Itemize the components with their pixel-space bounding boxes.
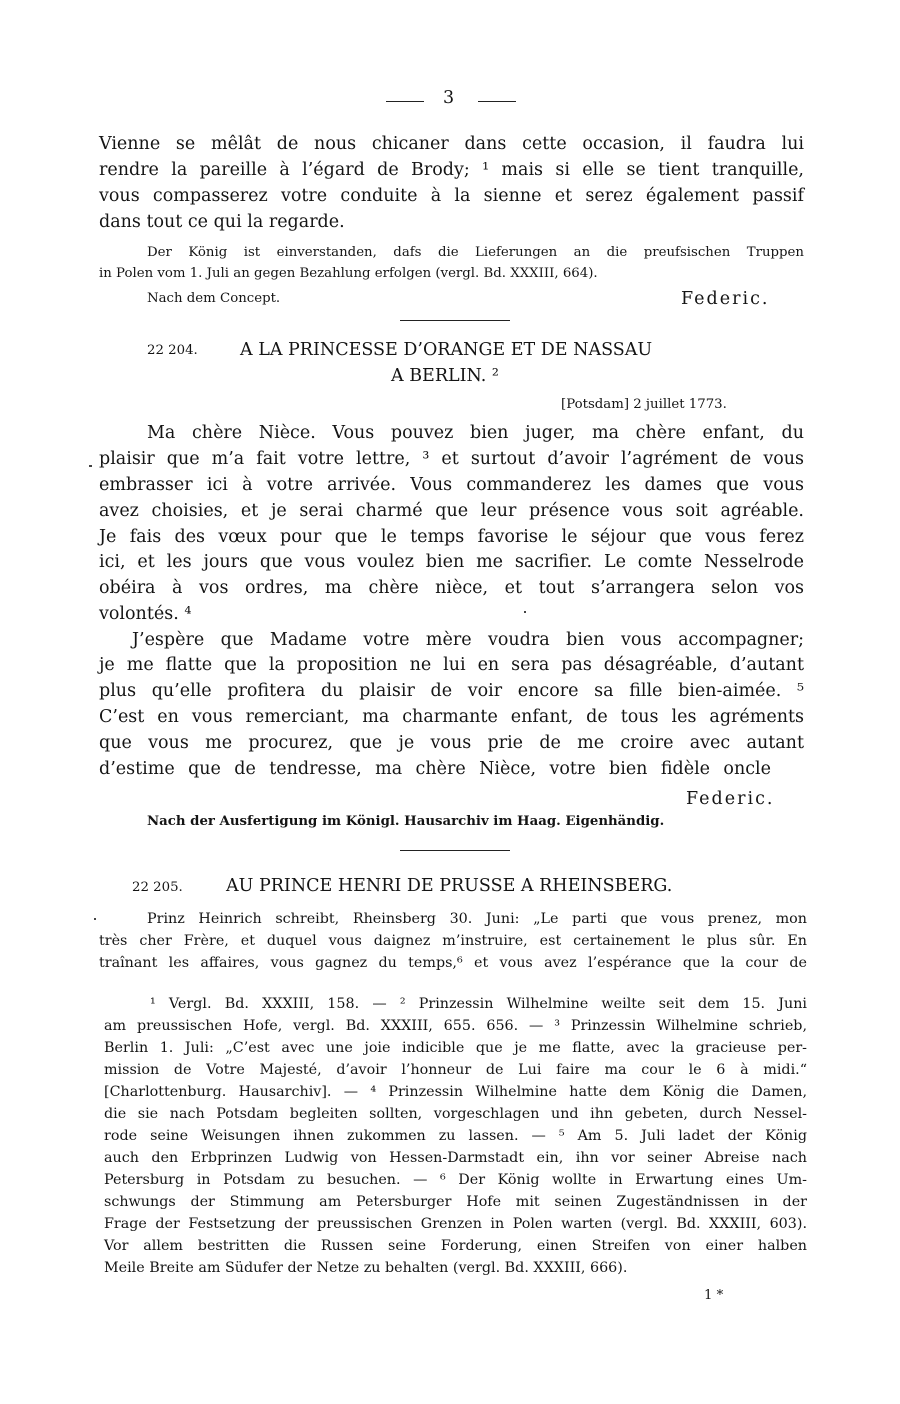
continuation-line: dans tout ce qui la regarde. xyxy=(99,212,345,232)
letter-line: très cher Frère, et duquel vous daignez m’instruire, est certainement le plus sûr. En xyxy=(99,933,807,949)
dateline: [Potsdam] 2 juillet 1773. xyxy=(561,397,727,412)
footnote-line: rode seine Weisungen ihnen zukommen zu lassen. — ⁵ Am 5. Juli ladet der König xyxy=(104,1128,807,1144)
letter-line: je me flatte que la proposition ne lui en sera pas désagréable, d’autant xyxy=(99,655,804,675)
letter-line: que vous me procurez, que je vous prie de me croire avec autant xyxy=(99,733,804,753)
letter-number: 22 205. xyxy=(132,880,183,895)
signature-mark: 1 * xyxy=(704,1288,724,1303)
margin-mark xyxy=(524,611,526,613)
letter-line: obéira à vos ordres, ma chère nièce, et tout s’arrangera selon vos xyxy=(99,578,804,598)
footnote-line: am preussischen Hofe, vergl. Bd. XXXIII, 655. 656. — ³ Prinzessin Wilhelmine schrieb, xyxy=(104,1018,807,1034)
signature: Federic. xyxy=(686,789,775,809)
continuation-line: Vienne se mêlât de nous chicaner dans cette occasion, il faudra lui xyxy=(99,134,804,154)
letter-line: C’est en vous remerciant, ma charmante enfant, de tous les agréments xyxy=(99,707,804,727)
editorial-note-line: in Polen vom 1. Juli an gegen Bezahlung erfolgen (vergl. Bd. XXXIII, 664). xyxy=(99,266,598,281)
footnote-line: auch den Erbprinzen Ludwig von Hessen-Darmstadt ein, ihn vor seiner Abreise nach xyxy=(104,1150,807,1166)
footnote-line: ¹ Vergl. Bd. XXXIII, 158. — ² Prinzessin Wilhelmine weilte seit dem 15. Juni xyxy=(150,996,807,1012)
letter-line: ici, et les jours que vous voulez bien me sacrifier. Le comte Nesselrode xyxy=(99,552,804,572)
section-rule xyxy=(400,850,510,851)
page-number: 3 xyxy=(443,88,455,108)
footnote-line: Petersburg in Potsdam zu besuchen. — ⁶ Der König wollte in Erwartung eines Um- xyxy=(104,1172,807,1188)
margin-mark xyxy=(94,918,96,920)
footnote-line: mission de Votre Majesté, d’avoir l’honneur de Lui faire ma cour le 6 à midi.“ xyxy=(104,1062,807,1078)
header-rule-right xyxy=(478,101,516,102)
footnote-line: schwungs der Stimmung am Petersburger Hofe mit seinen Zugeständnissen in der xyxy=(104,1194,807,1210)
letter-line: plaisir que m’a fait votre lettre, ³ et surtout d’avoir l’agrément de vous xyxy=(99,449,804,469)
letter-number: 22 204. xyxy=(147,343,198,358)
letter-line: plus qu’elle profitera du plaisir de voir encore sa fille bien-aimée. ⁵ xyxy=(99,681,804,701)
source-note: Nach der Ausfertigung im Königl. Hausarchiv im Haag. Eigenhändig. xyxy=(147,814,665,829)
footnote-line: Berlin 1. Juli: „C’est avec une joie indicible que je me flatte, avec la gracieuse per- xyxy=(104,1040,807,1056)
letter-heading: AU PRINCE HENRI DE PRUSSE A RHEINSBERG. xyxy=(226,876,673,896)
margin-mark xyxy=(89,465,92,467)
letter-line: d’estime que de tendresse, ma chère Nièce, votre bien fidèle oncle xyxy=(99,759,771,779)
footnote-line: Vor allem bestritten die Russen seine Forderung, einen Streifen von einer halben xyxy=(104,1238,807,1254)
letter-line: embrasser ici à votre arrivée. Vous commanderez les dames que vous xyxy=(99,475,804,495)
continuation-line: rendre la pareille à l’égard de Brody; ¹ mais si elle se tient tranquille, xyxy=(99,160,804,180)
footnote-line: die sie nach Potsdam begleiten sollten, vorgeschlagen und ihn gebeten, durch Nessel- xyxy=(104,1106,807,1122)
letter-line: J’espère que Madame votre mère voudra bien vous accompagner; xyxy=(132,630,804,650)
letter-heading: A BERLIN. ² xyxy=(391,366,499,386)
letter-line: Ma chère Nièce. Vous pouvez bien juger, ma chère enfant, du xyxy=(147,423,804,443)
continuation-line: vous compasserez votre conduite à la sienne et serez également passif xyxy=(99,186,804,206)
section-rule xyxy=(400,320,510,321)
source-note: Nach dem Concept. xyxy=(147,291,281,306)
editorial-note-line: Der König ist einverstanden, dafs die Lieferungen an die preufsischen Truppen xyxy=(147,245,804,260)
letter-line: Je fais des vœux pour que le temps favorise le séjour que vous ferez xyxy=(99,527,804,547)
footnote-line: Frage der Festsetzung der preussischen Grenzen in Polen warten (vergl. Bd. XXXIII, 603). xyxy=(104,1216,807,1232)
footnote-line: Meile Breite am Südufer der Netze zu behalten (vergl. Bd. XXXIII, 666). xyxy=(104,1260,628,1276)
letter-heading: A LA PRINCESSE D’ORANGE ET DE NASSAU xyxy=(240,340,653,360)
footnote-line: [Charlottenburg. Hausarchiv]. — ⁴ Prinzessin Wilhelmine hatte dem König die Damen, xyxy=(104,1084,807,1100)
header-rule-left xyxy=(386,101,424,102)
signature: Federic. xyxy=(681,289,770,309)
letter-line: traînant les affaires, vous gagnez du temps,⁶ et vous avez l’espérance que la cour de xyxy=(99,955,807,971)
letter-line: volontés. ⁴ xyxy=(99,604,192,624)
letter-line: Prinz Heinrich schreibt, Rheinsberg 30. Juni: „Le parti que vous prenez, mon xyxy=(147,911,807,927)
letter-line: avez choisies, et je serai charmé que leur présence vous soit agréable. xyxy=(99,501,804,521)
